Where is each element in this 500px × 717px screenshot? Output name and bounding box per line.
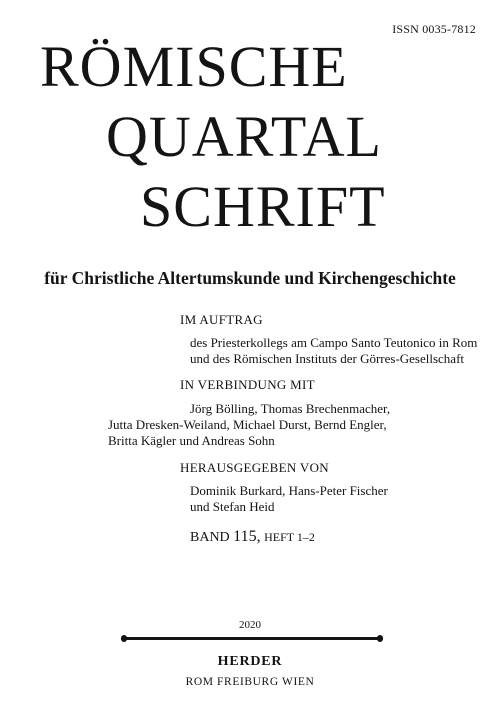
editor-line: und Stefan Heid bbox=[190, 499, 275, 514]
verbindung-line: Jutta Dresken-Weiland, Michael Durst, Bernd Engler, bbox=[108, 417, 387, 432]
editor-line: Dominik Burkard, Hans-Peter Fischer bbox=[190, 483, 388, 498]
title-line-2: QUARTAL bbox=[106, 104, 382, 169]
herausgegeben-heading: HERAUSGEGEBEN VON bbox=[180, 460, 329, 475]
decorative-rule bbox=[125, 637, 379, 640]
verbindung-line: Jörg Bölling, Thomas Brechenmacher, bbox=[190, 401, 391, 416]
im-auftrag-line: und des Römischen Instituts der Görres-Gesellschaft bbox=[190, 351, 465, 366]
publication-year: 2020 bbox=[239, 619, 261, 631]
volume-label: BAND bbox=[190, 530, 230, 545]
im-auftrag-line: des Priesterkollegs am Campo Santo Teutonico in Rom bbox=[190, 335, 478, 350]
volume-info bbox=[190, 528, 315, 546]
verbindung-names bbox=[108, 401, 391, 449]
im-auftrag-heading: IM AUFTRAG bbox=[180, 312, 263, 327]
title-line-1: RÖMISCHE bbox=[40, 34, 348, 99]
verbindung-line: Britta Kägler und Andreas Sohn bbox=[108, 433, 275, 448]
herausgegeben-names bbox=[190, 483, 388, 515]
verbindung-heading: IN VERBINDUNG MIT bbox=[180, 377, 315, 392]
volume-number: 115, bbox=[233, 528, 261, 545]
im-auftrag-text bbox=[190, 335, 477, 367]
publisher-cities: ROM FREIBURG WIEN bbox=[185, 676, 315, 688]
journal-subtitle: für Christliche Altertumskunde und Kirchengeschichte bbox=[44, 268, 456, 288]
issn: ISSN 0035-7812 bbox=[392, 22, 476, 36]
journal-title bbox=[40, 34, 386, 239]
publisher-name: HERDER bbox=[217, 654, 283, 669]
issue-label: HEFT 1–2 bbox=[264, 530, 315, 544]
title-line-3: SCHRIFT bbox=[140, 174, 386, 239]
